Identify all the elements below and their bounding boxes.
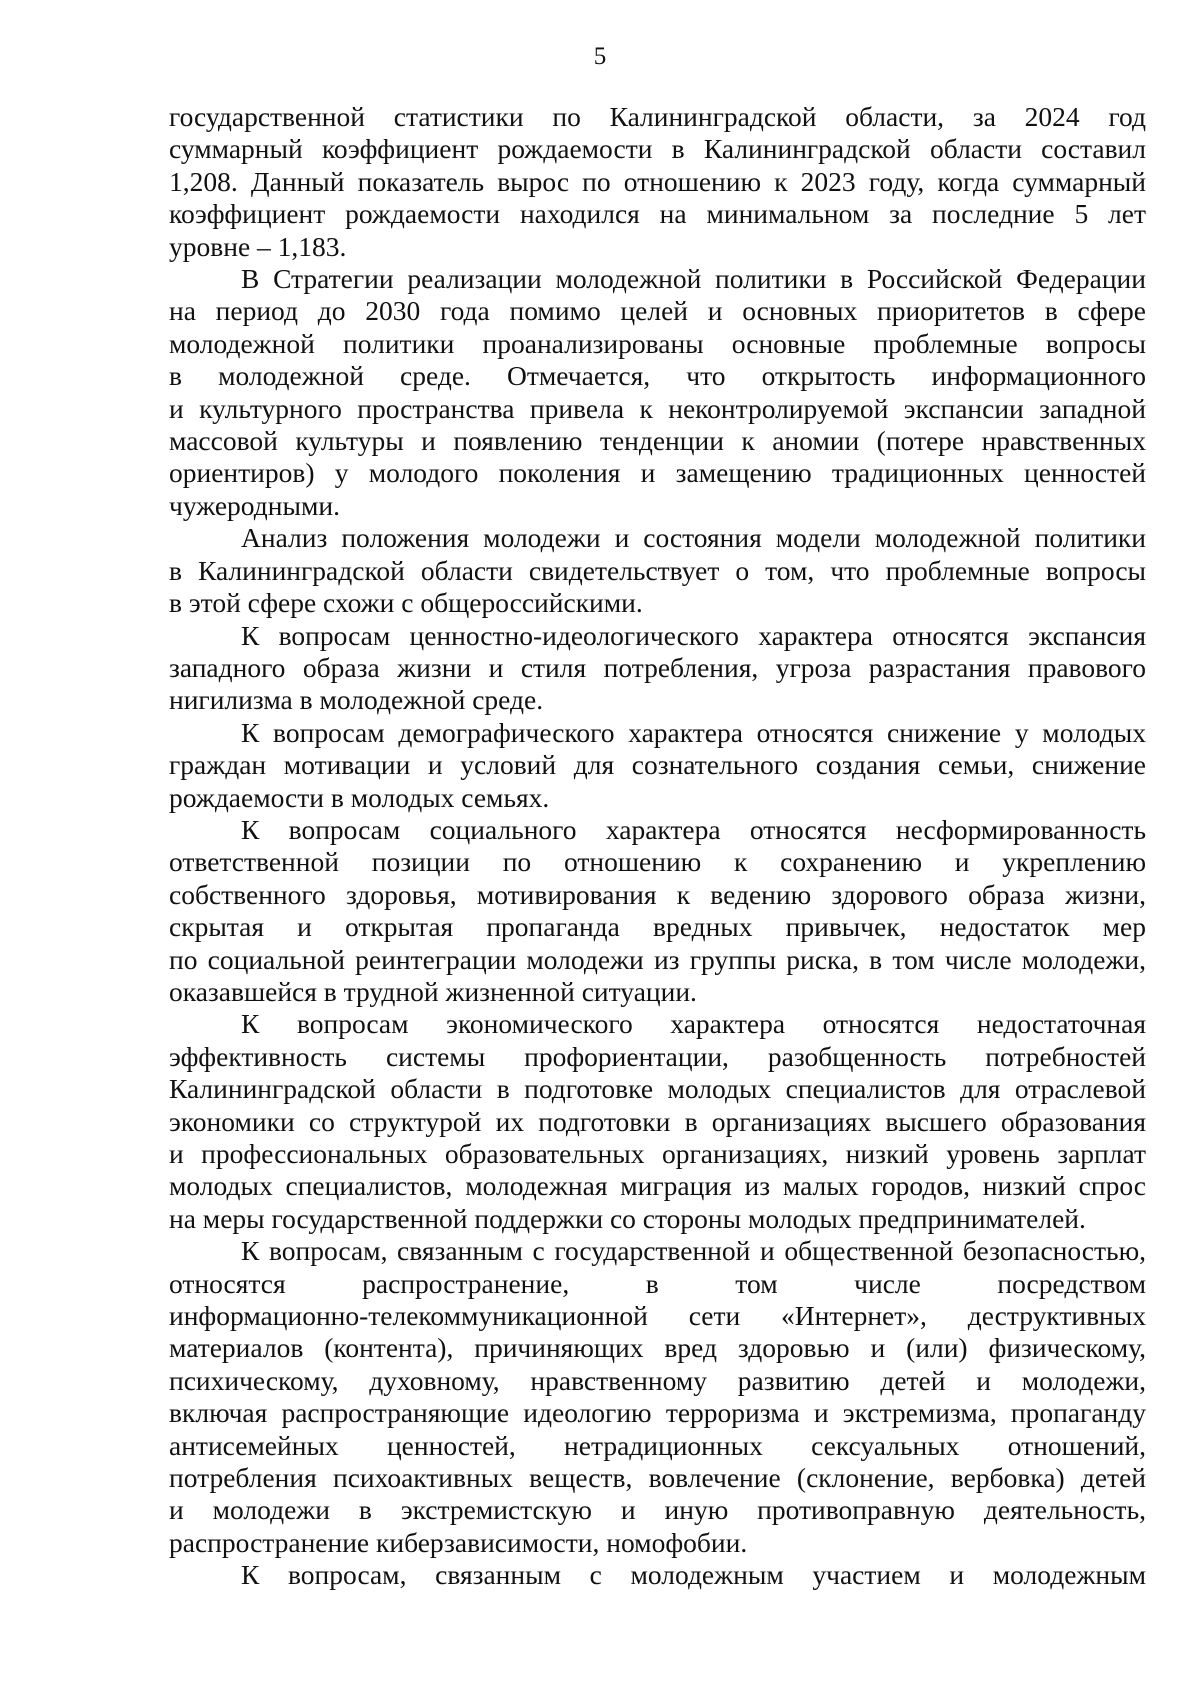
text-line: массовой культуры и появлению тенденции к аномии (потере нравственных [169,425,1146,457]
paragraph [169,101,1146,263]
text-line: молодежной политики проанализированы основные проблемные вопросы [169,327,1146,359]
text-line: 1,208. Данный показатель вырос по отношению к 2023 году, когда суммарный [169,165,1146,197]
text-line: на период до 2030 года помимо целей и основных приоритетов в сфере [169,295,1146,327]
text-line: включая распространяющие идеологию терроризма и экстремизма, пропаганду [169,1397,1146,1429]
text-line: психическому, духовному, нравственному развитию детей и молодежи, [169,1364,1146,1396]
text-line: собственного здоровья, мотивирования к ведению здорового образа жизни, [169,878,1146,910]
text-line: граждан мотивации и условий для сознательного создания семьи, снижение [169,749,1146,781]
text-line: в молодежной среде. Отмечается, что открытость информационного [169,360,1146,392]
paragraph [169,620,1146,717]
text-line: потребления психоактивных веществ, вовлечение (склонение, вербовка) детей [169,1462,1146,1494]
text-line: государственной статистики по Калининградской области, за 2024 год [169,101,1146,132]
text-line: и молодежи в экстремистскую и иную противоправную деятельность, [169,1494,1146,1526]
text-line: в Калининградской области свидетельствует о том, что проблемные вопросы [169,554,1146,586]
text-line: по социальной реинтеграции молодежи из группы риска, в том числе молодежи, [169,943,1146,975]
text-line: распространение киберзависимости, номофобии. [169,1526,748,1558]
text-line: ответственной позиции по отношению к сохранению и укреплению [169,846,1146,878]
paragraph [169,522,1146,619]
text-line: скрытая и открытая пропаганда вредных привычек, недостаток мер [169,911,1146,943]
text-line: коэффициент рождаемости находился на минимальном за последние 5 лет [169,198,1146,230]
document-body [169,101,1146,1592]
text-line: и культурного пространства привела к неконтролируемой экспансии западной [169,392,1146,424]
text-line: нигилизма в молодежной среде. [169,684,544,716]
text-line: К вопросам экономического характера относятся недостаточная [241,1008,1146,1040]
text-line: К вопросам, связанным с государственной и общественной безопасностью, [241,1235,1146,1267]
paragraph [169,1235,1146,1559]
text-line: Калининградской области в подготовке молодых специалистов для отраслевой [169,1073,1146,1105]
text-line: К вопросам ценностно-идеологического характера относятся экспансия [241,619,1146,651]
text-line: суммарный коэффициент рождаемости в Калининградской области составил [169,133,1146,165]
text-line: Анализ положения молодежи и состояния модели молодежной политики [241,522,1146,554]
text-line: материалов (контента), причиняющих вред здоровью и (или) физическому, [169,1332,1146,1364]
paragraph [169,717,1146,814]
text-line: эффективность системы профориентации, разобщенность потребностей [169,1040,1146,1072]
text-line: К вопросам, связанным с молодежным участием и молодежным [241,1559,1146,1591]
page-number: 5 [593,43,607,70]
text-line: антисемейных ценностей, нетрадиционных сексуальных отношений, [169,1429,1146,1461]
text-line: оказавшейся в трудной жизненной ситуации. [169,975,697,1007]
text-line: на меры государственной поддержки со стороны молодых предпринимателей. [169,1202,1086,1234]
text-line: В Стратегии реализации молодежной политики в Российской Федерации [241,263,1146,295]
text-line: ориентиров) у молодого поколения и замещению традиционных ценностей [169,457,1146,489]
text-line: рождаемости в молодых семьях. [169,781,550,813]
text-line: информационно-телекоммуникационной сети «Интернет», деструктивных [169,1300,1146,1332]
text-line: уровне – 1,183. [169,230,347,262]
text-line: относятся распространение, в том числе посредством [169,1267,1146,1299]
text-line: К вопросам социального характера относятся несформированность [241,813,1146,845]
paragraph [169,814,1146,1008]
paragraph [169,1559,1146,1591]
text-line: и профессиональных образовательных организациях, низкий уровень зарплат [169,1138,1146,1169]
paragraph [169,1008,1146,1235]
text-line: молодых специалистов, молодежная миграция из малых городов, низкий спрос [169,1170,1146,1202]
text-line: в этой сфере схожи с общероссийскими. [169,587,643,619]
paragraph [169,263,1146,522]
text-line: западного образа жизни и стиля потребления, угроза разрастания правового [169,651,1146,683]
text-line: чужеродными. [169,489,340,521]
text-line: экономики со структурой их подготовки в организациях высшего образования [169,1105,1146,1137]
text-line: К вопросам демографического характера относятся снижение у молодых [241,716,1146,748]
